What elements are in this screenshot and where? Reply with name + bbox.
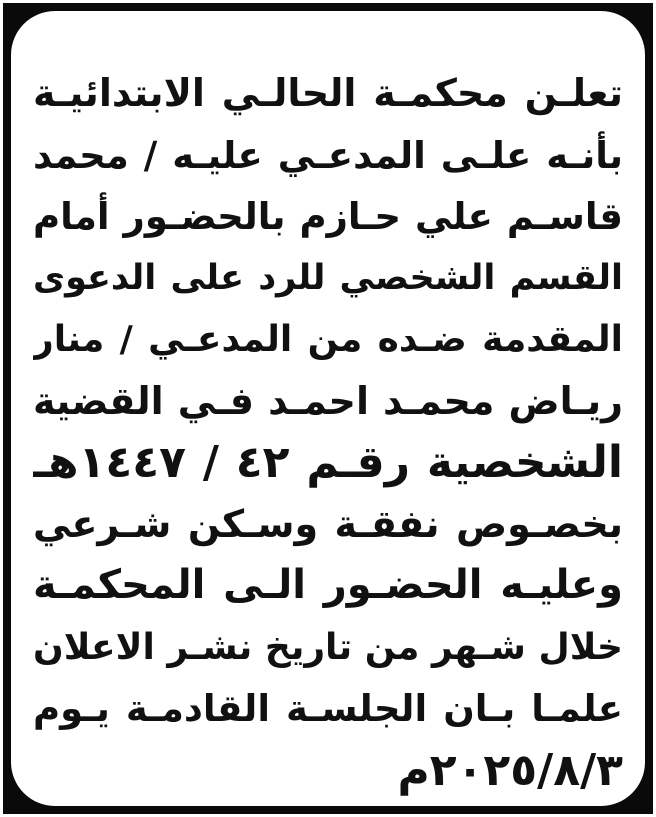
- notice-line: قاسـم علي حـازم بالحضـور أمام: [33, 195, 623, 238]
- notice-line: خلال شـهر من تاريخ نشـر الاعلان: [33, 626, 623, 668]
- notice-frame: [3, 3, 653, 814]
- notice-line: بخصـوص نفقـة وسـكن شـرعي: [33, 501, 623, 546]
- notice-line: بأنـه علـى المدعـي عليـه / محمد: [33, 133, 623, 177]
- notice-line: وعليـه الحضـور الـى المحكمـة: [33, 562, 623, 608]
- notice-date-line: ٢٠٢٥/٨/٣م: [397, 744, 623, 796]
- notice-line: ريـاض محمـد احمـد فـي القضية: [33, 378, 623, 423]
- notice-line: تعلـن محكمـة الحالـي الابتدائيـة: [33, 71, 623, 115]
- notice-line: علمـا بـان الجلسـة القادمـة يـوم: [33, 687, 623, 730]
- notice-line: القسم الشخصي للرد على الدعوى: [33, 257, 623, 298]
- notice-line: الشخصية رقـم ٤٢ / ١٤٤٧هـ: [33, 437, 623, 488]
- notice-card: [11, 11, 645, 806]
- notice-line: المقدمة ضـده من المدعـي / منار: [33, 319, 623, 360]
- court-notice-text: [11, 63, 645, 801]
